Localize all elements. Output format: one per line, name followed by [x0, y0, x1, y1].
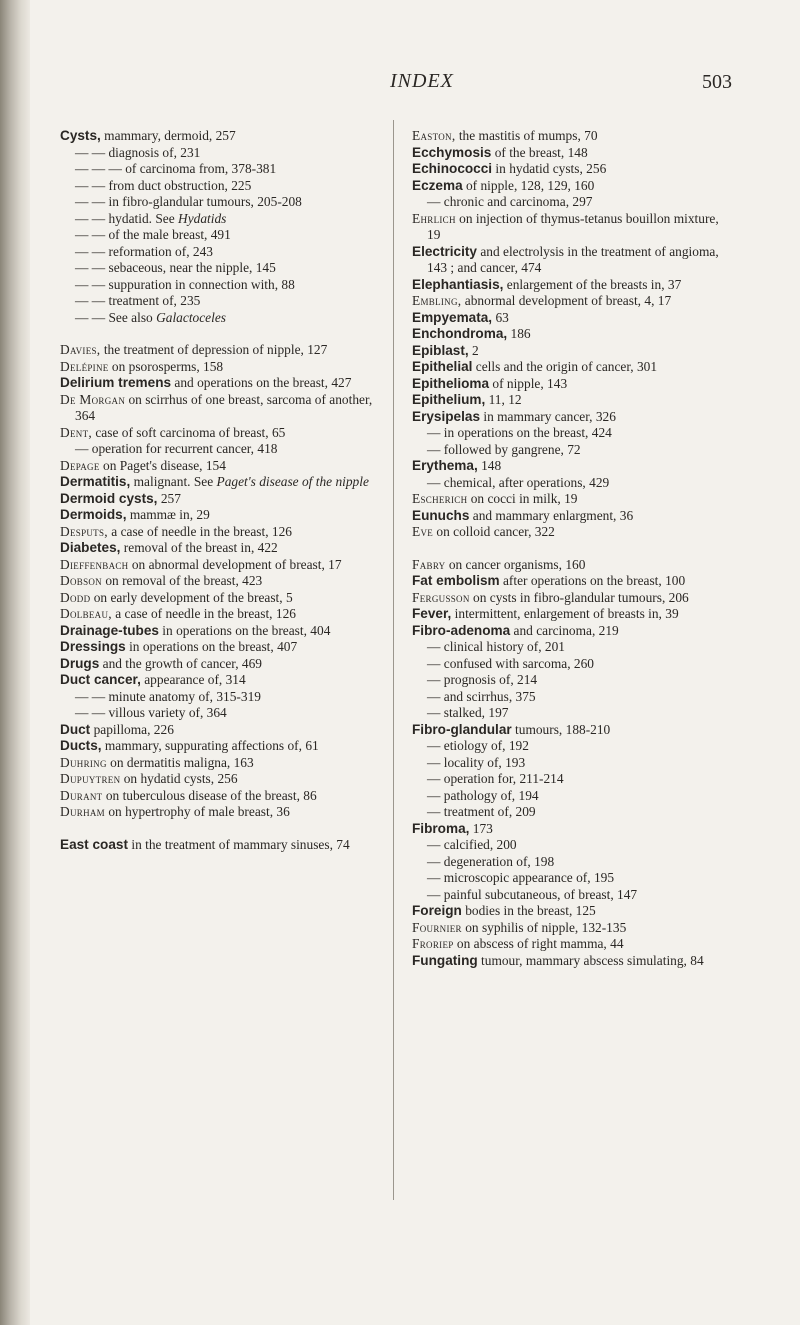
index-headword: — — [75, 293, 109, 308]
index-cross-reference: Galactoceles [156, 309, 226, 325]
index-references: on removal of the breast, 423 [101, 573, 263, 588]
index-entry [412, 870, 732, 887]
index-entry [412, 277, 732, 294]
index-headword: Elephantiasis, [412, 276, 504, 292]
index-references: villous variety of, 364 [108, 705, 227, 720]
index-column-right [412, 128, 732, 969]
index-entry [60, 277, 385, 294]
index-references: chronic and carcinoma, 297 [443, 194, 593, 209]
index-headword: Epithelium, [412, 392, 486, 407]
index-headword: Fibroma, [412, 820, 470, 836]
index-entry [60, 474, 385, 491]
index-entry [412, 590, 732, 607]
index-entry [60, 211, 385, 228]
index-headword: — [427, 425, 444, 440]
index-headword: Epithelial [412, 359, 473, 374]
index-entry [412, 903, 732, 920]
index-references: tumour, mammary abscess simulating, 84 [477, 952, 704, 968]
index-entry [412, 771, 732, 788]
index-entry [412, 887, 732, 904]
index-entry [60, 837, 385, 854]
index-headword: Erysipelas [412, 408, 481, 424]
index-headword: Erythema, [412, 458, 478, 473]
index-references: operation for, 211-214 [443, 771, 564, 786]
index-references: intermittent, enlargement of breasts in, 39 [451, 606, 679, 621]
index-headword: — — [75, 177, 109, 193]
index-entry [412, 639, 732, 656]
index-headword: Electricity [412, 243, 477, 259]
index-entry [412, 310, 732, 327]
index-headword: Cysts, [60, 128, 101, 143]
index-references: clinical history of, 201 [443, 639, 565, 654]
index-references: abnormal development of breast, 4, 17 [461, 293, 672, 308]
index-headword: — [427, 474, 444, 490]
index-entry [60, 540, 385, 557]
index-references: and scirrhus, 375 [443, 688, 536, 704]
index-headword: Dupuytren [60, 771, 121, 786]
index-headword: — [427, 738, 444, 753]
index-headword: — — [75, 210, 109, 226]
index-references: 11, 12 [485, 392, 522, 407]
index-references: on psorosperms, 158 [108, 358, 224, 374]
index-entry [412, 722, 732, 739]
index-references: See also [108, 309, 157, 325]
index-references: enlargement of the breasts in, 37 [503, 276, 682, 292]
index-headword: Dolbeau, [60, 606, 112, 621]
index-entry [412, 392, 732, 409]
index-headword: Durham [60, 804, 105, 819]
index-references: bodies in the breast, 125 [461, 903, 596, 918]
index-headword: Drugs [60, 655, 100, 671]
index-references: of the male breast, 491 [108, 227, 231, 242]
index-entry [412, 672, 732, 689]
index-headword: — [427, 705, 444, 720]
index-headword: Diabetes, [60, 540, 121, 555]
index-headword: Davies, [60, 342, 101, 357]
index-entry [412, 458, 732, 475]
index-references: on cocci in milk, 19 [467, 491, 578, 506]
index-entry [412, 442, 732, 459]
index-references: treatment of, 209 [443, 804, 536, 819]
index-references: in mammary cancer, 326 [480, 408, 616, 424]
index-references: on tuberculous disease of the breast, 86 [102, 787, 317, 803]
index-headword: Embling, [412, 293, 462, 308]
index-references: reformation of, 243 [108, 243, 213, 259]
index-headword: Durant [60, 787, 103, 803]
index-cross-reference: Paget's disease of the nipple [216, 474, 369, 489]
index-headword: — [427, 441, 444, 457]
index-entry [412, 920, 732, 937]
index-headword: Fat embolism [412, 573, 500, 588]
index-entry [60, 755, 385, 772]
index-references: of the breast, 148 [491, 144, 588, 160]
index-entry [60, 656, 385, 673]
index-headword: De Morgan [60, 391, 126, 407]
index-entry [412, 491, 732, 508]
index-references: on hydatid cysts, 256 [120, 771, 238, 786]
index-references: sebaceous, near the nipple, 145 [108, 260, 276, 275]
index-headword: Easton, [412, 128, 456, 143]
index-headword: Desputs, [60, 523, 108, 539]
index-headword: Dent, [60, 424, 93, 440]
index-headword: Epiblast, [412, 342, 469, 358]
index-references: in operations on the breast, 404 [158, 622, 331, 638]
index-headword: — — — [75, 161, 126, 176]
index-headword: Foreign [412, 903, 462, 918]
index-references: on scirrhus of one breast, sarcoma of another, 364 [75, 391, 373, 423]
index-references: and mammary enlargment, 36 [469, 507, 634, 523]
index-entry [412, 244, 732, 277]
index-references: papilloma, 226 [90, 721, 174, 737]
index-entry [412, 211, 732, 244]
index-headword: Delirium tremens [60, 375, 172, 390]
index-references: of nipple, 128, 129, 160 [462, 177, 595, 193]
index-references: of nipple, 143 [489, 375, 568, 391]
index-references: cells and the origin of cancer, 301 [472, 359, 658, 374]
index-references: on injection of thymus-tetanus bouillon mixture, 19 [427, 210, 719, 242]
index-references: mammæ in, 29 [126, 507, 210, 522]
index-entry [412, 178, 732, 195]
index-references: on abnormal development of breast, 17 [128, 556, 342, 572]
index-cross-reference: Hydatids [178, 210, 227, 226]
index-entry [412, 425, 732, 442]
index-references: minute anatomy of, 315-319 [108, 688, 261, 704]
index-headword: — [427, 886, 444, 902]
index-headword: Dobson [60, 573, 102, 588]
index-headword: — [427, 853, 444, 869]
index-entry [60, 161, 385, 178]
index-entry [412, 359, 732, 376]
index-entry [60, 804, 385, 821]
index-headword: — [427, 672, 444, 687]
index-references: locality of, 193 [443, 754, 526, 770]
index-entry [60, 606, 385, 623]
index-entry [60, 244, 385, 261]
index-headword: — [427, 837, 444, 852]
index-references: microscopic appearance of, 195 [443, 870, 615, 885]
index-entry [60, 260, 385, 277]
index-headword: Enchondroma, [412, 326, 508, 341]
index-headword: Ehrlich [412, 210, 456, 226]
index-entry [60, 639, 385, 656]
index-headword: Fibro-glandular [412, 721, 512, 737]
index-references: on abscess of right mamma, 44 [453, 936, 624, 951]
index-entry [412, 326, 732, 343]
index-references: stalked, 197 [443, 705, 509, 720]
index-entry [60, 194, 385, 211]
index-entry [412, 738, 732, 755]
index-headword: — [427, 688, 444, 704]
index-headword: Eunuchs [412, 507, 470, 523]
index-headword: — [427, 870, 444, 885]
index-headword: — — [75, 276, 109, 292]
index-references: mammary, dermoid, 257 [100, 128, 236, 143]
index-entry [60, 788, 385, 805]
index-headword: Dermoid cysts, [60, 490, 158, 506]
index-headword: — [75, 441, 92, 456]
index-entry [412, 656, 732, 673]
index-entry [60, 689, 385, 706]
index-headword: Escherich [412, 491, 468, 506]
index-entry [60, 738, 385, 755]
index-references: 2 [468, 342, 479, 358]
index-headword: Empyemata, [412, 309, 493, 325]
column-divider [393, 120, 394, 1200]
index-entry [60, 227, 385, 244]
index-entry [60, 178, 385, 195]
index-references: on colloid cancer, 322 [433, 524, 555, 539]
index-references: 173 [469, 820, 493, 836]
index-references: 257 [157, 490, 181, 506]
index-entry [412, 953, 732, 970]
index-headword: Echinococci [412, 161, 493, 176]
index-entry [412, 837, 732, 854]
index-references: etiology of, 192 [443, 738, 529, 753]
index-references: painful subcutaneous, of breast, 147 [443, 886, 638, 902]
index-entry [60, 425, 385, 442]
index-references: followed by gangrene, 72 [443, 441, 581, 457]
index-headword: — [427, 639, 444, 654]
index-entry [412, 573, 732, 590]
index-references: the treatment of depression of nipple, 127 [100, 342, 328, 357]
index-references: degeneration of, 198 [443, 853, 555, 869]
index-headword: Duct [60, 721, 91, 737]
running-title: INDEX [390, 70, 454, 92]
index-entry [60, 375, 385, 392]
index-headword: — [427, 194, 444, 209]
index-entry [60, 524, 385, 541]
index-references: of carcinoma from, 378-381 [125, 161, 277, 176]
index-entry [60, 145, 385, 162]
index-references: calcified, 200 [443, 837, 517, 852]
index-entry [412, 788, 732, 805]
index-entry [412, 128, 732, 145]
index-references: 186 [507, 326, 531, 341]
index-references: and electrolysis in the treatment of angioma, 143 ; and cancer, 474 [427, 243, 719, 275]
index-headword: Eve [412, 524, 434, 539]
index-entry [412, 705, 732, 722]
index-headword: Eczema [412, 177, 463, 193]
index-references: removal of the breast in, 422 [120, 540, 278, 555]
index-entry [412, 293, 732, 310]
page-header [30, 70, 800, 100]
index-headword: Delépine [60, 358, 109, 374]
index-entry [60, 310, 385, 327]
index-headword: Depage [60, 457, 100, 473]
index-references: operation for recurrent cancer, 418 [91, 441, 278, 456]
index-headword: Ecchymosis [412, 144, 492, 160]
index-entry [60, 771, 385, 788]
index-headword: Dieffenbach [60, 556, 129, 572]
index-entry [60, 342, 385, 359]
index-references: appearance of, 314 [140, 672, 246, 687]
index-headword: Fournier [412, 919, 462, 935]
index-references: diagnosis of, 231 [108, 144, 201, 160]
index-entry [60, 458, 385, 475]
index-headword: Froriep [412, 936, 454, 951]
index-headword: — — [75, 243, 109, 259]
index-references: on hypertrophy of male breast, 36 [104, 804, 290, 819]
index-headword: Dodd [60, 589, 91, 605]
index-references: on dermatitis maligna, 163 [106, 754, 254, 770]
index-entry [412, 161, 732, 178]
index-headword: — — [75, 144, 109, 160]
index-references: after operations on the breast, 100 [499, 573, 686, 588]
index-references: in fibro-glandular tumours, 205-208 [108, 194, 302, 209]
index-references: confused with sarcoma, 260 [443, 655, 594, 671]
index-entry [412, 145, 732, 162]
index-headword: Dermoids, [60, 507, 127, 522]
index-references: treatment of, 235 [108, 293, 201, 308]
page-number: 503 [702, 71, 732, 93]
index-column-left [60, 128, 385, 853]
index-entry [60, 590, 385, 607]
index-entry [412, 821, 732, 838]
index-references: and operations on the breast, 427 [171, 375, 352, 390]
index-headword: Duhring [60, 754, 107, 770]
index-references: suppuration in connection with, 88 [108, 276, 295, 292]
index-references: hydatid. See [108, 210, 179, 226]
index-headword: — — [75, 227, 109, 242]
index-references: in operations on the breast, 424 [443, 425, 612, 440]
index-headword: — [427, 655, 444, 671]
index-entry [412, 755, 732, 772]
index-headword: — — [75, 260, 109, 275]
index-references: on cysts in fibro-glandular tumours, 206 [469, 589, 689, 605]
index-entry [60, 441, 385, 458]
index-entry [412, 854, 732, 871]
index-references: prognosis of, 214 [443, 672, 538, 687]
index-references: the mastitis of mumps, 70 [455, 128, 598, 143]
index-entry [60, 623, 385, 640]
index-entry [60, 293, 385, 310]
index-headword: Fabry [412, 556, 446, 572]
index-entry [60, 128, 385, 145]
index-references: on syphilis of nipple, 132-135 [461, 919, 627, 935]
index-headword: Fever, [412, 606, 452, 621]
index-entry [60, 705, 385, 722]
index-entry [412, 194, 732, 211]
index-references: tumours, 188-210 [511, 721, 611, 737]
index-entry [412, 606, 732, 623]
index-references: malignant. See [130, 474, 217, 489]
index-headword: — [427, 804, 444, 819]
index-headword: Ducts, [60, 738, 102, 753]
index-headword: Dressings [60, 639, 126, 654]
index-references: pathology of, 194 [443, 787, 539, 803]
index-references: in hydatid cysts, 256 [492, 161, 607, 176]
index-entry [412, 524, 732, 541]
index-headword: — — [75, 309, 109, 325]
index-headword: Epithelioma [412, 375, 490, 391]
index-entry [412, 376, 732, 393]
index-entry [60, 359, 385, 376]
index-references: a case of needle in the breast, 126 [111, 606, 296, 621]
index-entry [412, 804, 732, 821]
index-entry [412, 936, 732, 953]
index-references: and carcinoma, 219 [510, 622, 619, 638]
index-entry [60, 392, 385, 425]
index-entry [60, 573, 385, 590]
index-headword: — — [75, 194, 109, 209]
index-entry [412, 409, 732, 426]
index-references: on early development of the breast, 5 [90, 589, 293, 605]
index-references: chemical, after operations, 429 [443, 474, 610, 490]
index-entry [412, 689, 732, 706]
index-entry [412, 508, 732, 525]
index-entry [60, 722, 385, 739]
index-entry [412, 623, 732, 640]
index-references: 148 [477, 458, 502, 473]
index-references: 63 [492, 309, 509, 325]
index-references: a case of needle in the breast, 126 [107, 523, 292, 539]
index-entry [412, 343, 732, 360]
index-headword: Dermatitis, [60, 474, 131, 489]
index-entry [60, 491, 385, 508]
index-headword: Fungating [412, 952, 478, 968]
index-headword: Fibro-adenoma [412, 622, 511, 638]
index-entry [412, 557, 732, 574]
index-references: mammary, suppurating affections of, 61 [101, 738, 319, 753]
index-headword: — [427, 787, 444, 803]
index-headword: — [427, 754, 444, 770]
index-entry [60, 672, 385, 689]
index-headword: Fergusson [412, 589, 470, 605]
index-headword: — [427, 771, 444, 786]
index-references: on cancer organisms, 160 [445, 556, 586, 572]
index-references: and the growth of cancer, 469 [99, 655, 262, 671]
index-references: in the treatment of mammary sinuses, 74 [128, 836, 350, 852]
index-references: on Paget's disease, 154 [99, 457, 226, 473]
index-references: in operations on the breast, 407 [125, 639, 298, 654]
index-references: from duct obstruction, 225 [108, 177, 252, 193]
index-headword: — — [75, 705, 109, 720]
book-spine-shadow [0, 0, 30, 1325]
index-entry [60, 507, 385, 524]
index-headword: — — [75, 688, 109, 704]
index-entry [412, 475, 732, 492]
index-headword: Drainage-tubes [60, 622, 159, 638]
index-entry [60, 557, 385, 574]
index-headword: East coast [60, 836, 129, 852]
index-headword: Duct cancer, [60, 672, 141, 687]
index-references: case of soft carcinoma of breast, 65 [92, 424, 286, 440]
